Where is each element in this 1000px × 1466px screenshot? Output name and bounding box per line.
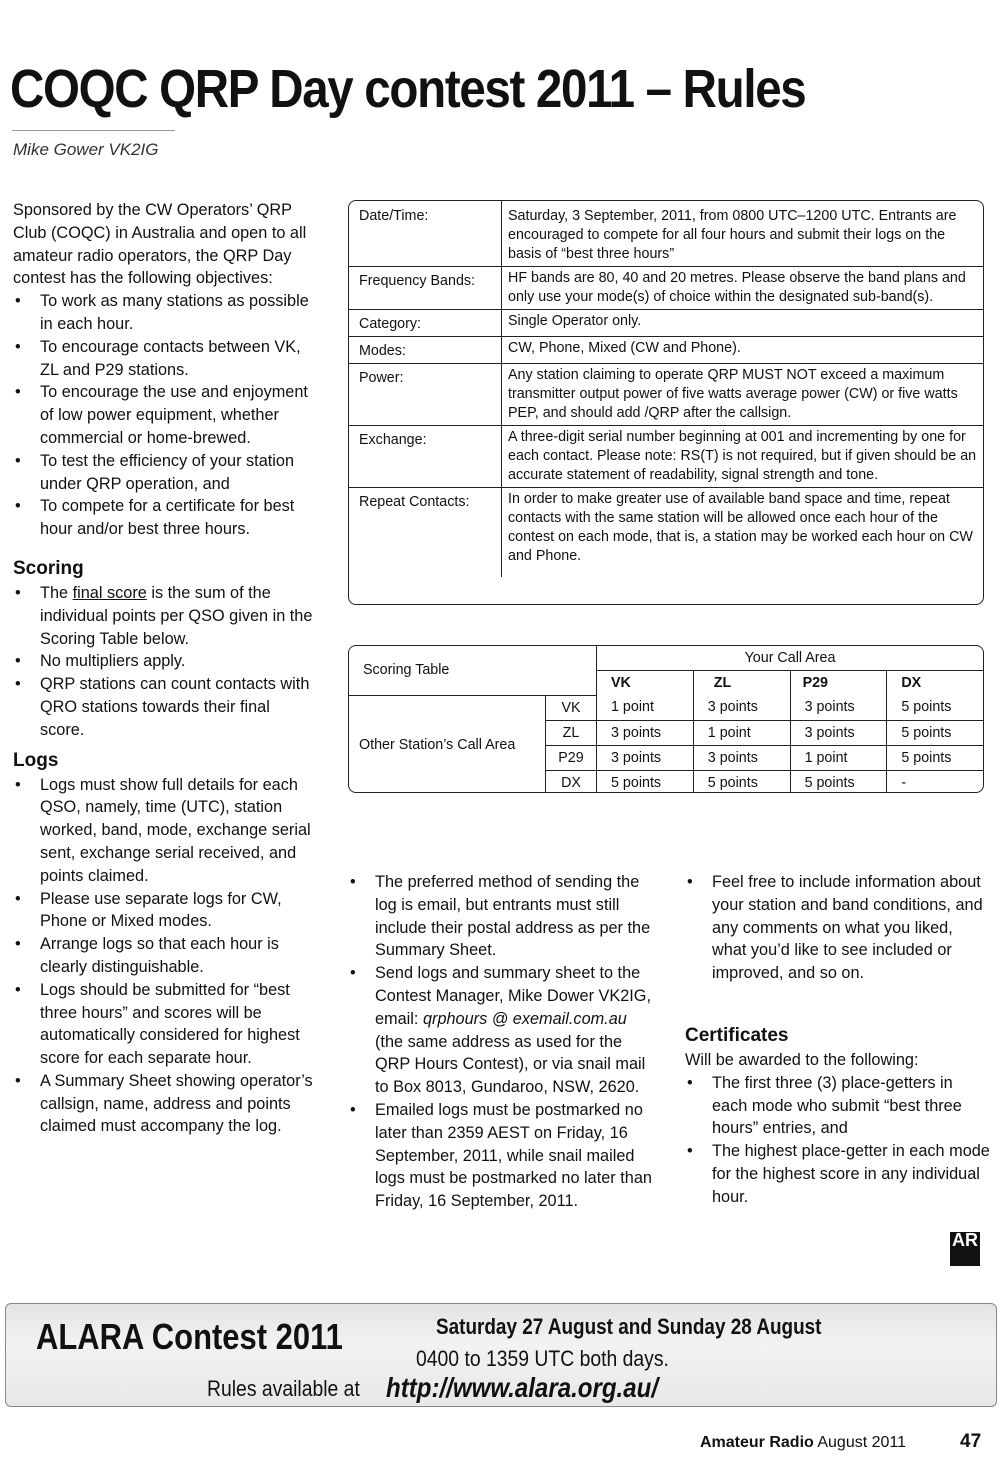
scoring-heading: Scoring	[13, 557, 84, 579]
alara-url-link[interactable]: http://www.alara.org.au/	[386, 1372, 659, 1403]
list-item: • No multipliers apply.	[13, 650, 313, 673]
alara-title: ALARA Contest 2011	[36, 1316, 343, 1357]
rules-row	[349, 488, 983, 578]
list-item: • Arrange logs so that each hour is clearly distinguishable.	[13, 933, 313, 979]
list-item: • Logs must show full details for each QSO, namely, time (UTC), station worked, band, mode, exchange serial sent, exchange serial received, and points claimed.	[13, 774, 313, 888]
score-cell: 3 points	[790, 720, 887, 745]
score-cell: 3 points	[693, 695, 790, 720]
score-cell: 3 points	[597, 745, 694, 770]
title-divider	[12, 130, 175, 131]
scoring-prefix: The	[40, 583, 73, 602]
intro-paragraph: Sponsored by the CW Operators’ QRP Club (COQC) in Australia and open to all amateur radio operators, the QRP Day contest has the following objectives:	[13, 201, 307, 288]
ar-logo: AR	[950, 1232, 980, 1266]
rule-key: Power:	[349, 364, 502, 426]
list-item	[13, 582, 313, 650]
list-item: • To encourage the use and enjoyment of low power equipment, whether commercial or home-brewed.	[13, 381, 313, 449]
left-column	[13, 199, 313, 1138]
rule-value: A three-digit serial number beginning at 001 and incrementing by one for each contact. Please note: RS(T) is not required, but if given should be an accurate statement of readability, signal strength and tone.	[502, 426, 984, 488]
rules-table	[349, 201, 983, 577]
rule-value: CW, Phone, Mixed (CW and Phone).	[502, 337, 984, 364]
list-item: • The preferred method of sending the log is email, but entrants must still include their postal address as per the Summary Sheet.	[348, 871, 653, 962]
score-cell: 1 point	[693, 720, 790, 745]
alara-time: 0400 to 1359 UTC both days.	[416, 1346, 669, 1371]
rule-value: Any station claiming to operate QRP MUST NOT exceed a maximum transmitter output power of five watts average power (CW) or five watts PEP, and should add /QRP after the callsign.	[502, 364, 984, 426]
score-cell: -	[887, 770, 983, 793]
your-call-area-header: Your Call Area	[597, 646, 984, 671]
list-item: • To test the efficiency of your station under QRP operation, and	[13, 450, 313, 496]
logs-list	[13, 774, 313, 1139]
rule-key: Repeat Contacts:	[349, 488, 502, 578]
score-cell: 5 points	[693, 770, 790, 793]
score-cell: 5 points	[790, 770, 887, 793]
rules-row	[349, 426, 983, 488]
list-item: • Feel free to include information about your station and band conditions, and any comments on what you liked, what you’d like to see included or improved, and so on.	[685, 871, 990, 985]
footer-publication	[700, 1434, 906, 1452]
scoring-table-box	[348, 645, 984, 793]
send-logs-prefix: Send logs and summary sheet to the Contest Manager, Mike Dower VK2IG, email:	[375, 964, 651, 1028]
rule-value: Saturday, 3 September, 2011, from 0800 UTC–1200 UTC. Entrants are encouraged to compete for all four hours and submit their logs on the basis of “best three hours”	[508, 208, 957, 262]
scoring-table	[349, 646, 983, 793]
certificates-intro: Will be awarded to the following:	[685, 1050, 919, 1069]
rule-value: In order to make greater use of available band space and time, repeat contacts with the same station will be allowed once each hour of the contest on each mode, that is, a station may be worked each hour on CW and Phone.	[502, 488, 984, 578]
contest-email: qrphours @ exemail.com.au	[422, 1009, 627, 1028]
rules-row	[349, 201, 983, 267]
list-item: • The highest place-getter in each mode for the highest score in any individual hour.	[685, 1140, 990, 1208]
page-title: COQC QRP Day contest 2011 – Rules	[10, 59, 806, 119]
other-call-area-label: Other Station’s Call Area	[349, 695, 546, 793]
score-cell: 1 point	[790, 745, 887, 770]
list-item: • To encourage contacts between VK, ZL and P29 stations.	[13, 336, 313, 382]
scoring-suffix: is the sum of the individual points per QSO given in the Scoring Table below.	[40, 583, 313, 648]
rule-key: Exchange:	[349, 426, 502, 488]
scoring-table-label: Scoring Table	[349, 646, 597, 695]
alara-rules-label: Rules available at	[207, 1376, 360, 1401]
middle-column	[348, 871, 653, 1213]
author-byline: Mike Gower VK2IG	[13, 140, 159, 159]
column-header: ZL	[693, 671, 790, 696]
page-number: 47	[960, 1431, 982, 1452]
score-cell: 5 points	[887, 720, 983, 745]
right-column	[685, 871, 990, 1209]
row-area: DX	[546, 770, 597, 793]
rule-value: Single Operator only.	[502, 310, 984, 337]
rule-key: Date/Time:	[349, 201, 502, 267]
score-cell: 3 points	[693, 745, 790, 770]
certificates-heading: Certificates	[685, 1024, 789, 1046]
score-cell: 3 points	[597, 720, 694, 745]
rule-key: Modes:	[349, 337, 502, 364]
list-item: • Emailed logs must be postmarked no later than 2359 AEST on Friday, 16 September, 2011, while snail mailed logs must be postmarked no later than Friday, 16 September, 2011.	[348, 1099, 653, 1213]
score-cell: 1 point	[597, 695, 694, 720]
send-logs-suffix: (the same address as used for the QRP Hours Contest), or via snail mail to Box 8013, Gundaroo, NSW, 2620.	[375, 1032, 646, 1097]
column-header: VK	[597, 671, 694, 696]
issue-date: August 2011	[817, 1434, 907, 1451]
list-item: • A Summary Sheet showing operator’s callsign, name, address and points claimed must accompany the log.	[13, 1070, 313, 1138]
list-item: • To work as many stations as possible in each hour.	[13, 290, 313, 336]
publication-name: Amateur Radio	[700, 1434, 814, 1451]
scoring-list	[13, 582, 313, 742]
score-cell: 5 points	[597, 770, 694, 793]
objectives-list	[13, 290, 313, 541]
column-header: P29	[790, 671, 887, 696]
list-item: • The first three (3) place-getters in each mode who submit “best three hours” entries, and	[685, 1072, 990, 1140]
list-item: • QRP stations can count contacts with QRO stations towards their final score.	[13, 673, 313, 741]
final-score-term: final score	[72, 583, 147, 602]
rule-key: Frequency Bands:	[349, 267, 502, 310]
list-item: • Please use separate logs for CW, Phone or Mixed modes.	[13, 888, 313, 934]
row-area: ZL	[546, 720, 597, 745]
score-cell: 5 points	[887, 695, 983, 720]
rules-table-box	[348, 200, 984, 605]
logs-heading: Logs	[13, 749, 59, 771]
list-item	[348, 962, 653, 1099]
row-area: P29	[546, 745, 597, 770]
rules-row	[349, 337, 983, 364]
list-item: • Logs should be submitted for “best three hours” and scores will be automatically considered for highest score for each separate hour.	[13, 979, 313, 1070]
rules-row	[349, 364, 983, 426]
rules-row	[349, 310, 983, 337]
score-cell: 3 points	[790, 695, 887, 720]
list-item: • To compete for a certificate for best hour and/or best three hours.	[13, 495, 313, 541]
column-header: DX	[887, 671, 983, 696]
certificates-list	[685, 1072, 990, 1209]
rules-row	[349, 267, 983, 310]
score-cell: 5 points	[887, 745, 983, 770]
submission-list	[348, 871, 653, 1213]
row-area: VK	[546, 695, 597, 720]
comments-list	[685, 871, 990, 985]
rule-key: Category:	[349, 310, 502, 337]
rule-value: HF bands are 80, 40 and 20 metres. Please observe the band plans and only use your mode(s) of choice within the designated sub-band(s).	[502, 267, 984, 310]
scoring-row	[349, 695, 983, 720]
alara-dates: Saturday 27 August and Sunday 28 August	[436, 1314, 822, 1339]
